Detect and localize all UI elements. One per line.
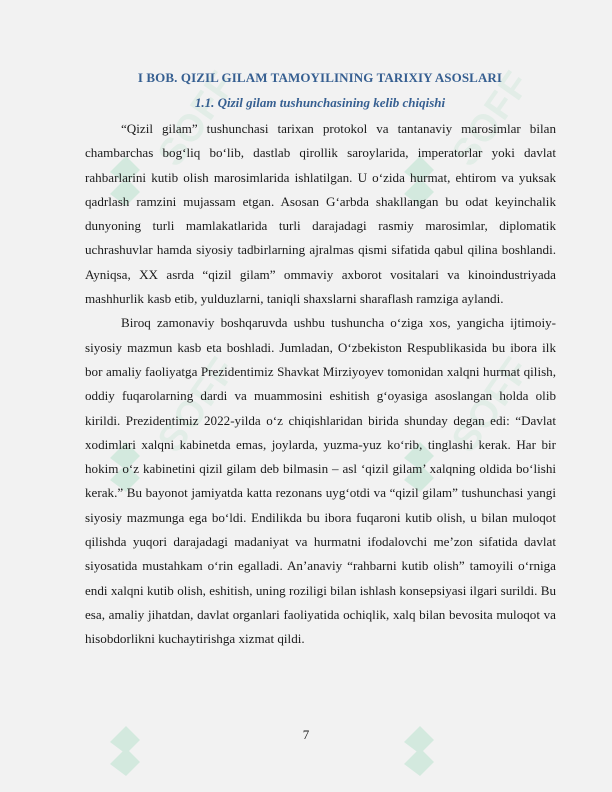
paragraph: Biroq zamonaviy boshqaruvda ushbu tushuncha o‘ziga xos, yangicha ijtimoiy-siyosiy mazmun kasb eta boshladi. Jumladan, O‘zbekiston Respublikasida bu ibora ilk bor amaliy faoliyatga Prezidentimiz Shavkat Mirziyoyev tomonidan xalqni hurmat qilish, oddiy fuqarolarning dardi va muammosini eshitish g‘oyasiga asoslangan holda olib kirildi. Prezidentimiz 2022-yilda o‘z chiqishlaridan birida shunday degan edi: “Davlat xodimlari xalqni kabinetda emas, joylarda, yuzma-yuz ko‘rib, tinglashi kerak. Har bir hokim o‘z kabinetini qizil gilam deb bilmasin – asl ‘qizil gilam’ xalqning oldida bo‘lishi kerak.” Bu bayonot jamiyatda katta rezonans uyg‘otdi va “qizil gilam” tushunchasi yangi siyosiy mazmunga ega bo‘ldi. Endilikda bu ibora fuqaroni kutib olish, u bilan muloqot qilishda yuqori darajadagi madaniyat va hurmatni ifodalovchi me’zon sifatida davlat siyosatida mustahkam o‘rin egalladi. An’anaviy “rahbarni kutib olish” tamoyili o‘rniga endi xalqni kutib olish, eshitish, uning roziligi bilan ishlash konsepsiyasi ilgari surildi. Bu esa, amaliy jihatdan, davlat organlari faoliyatida ochiqlik, xalq bilan bevosita muloqot va hisobdorlikni kuchaytirishga xizmat qildi. [85, 315, 556, 647]
watermark-text: SOFF [444, 349, 539, 461]
chapter-heading: I BOB. QIZIL GILAM TAMOYILINING TARIXIY ASOSLARI [137, 70, 503, 85]
watermark-text: SOFF [150, 63, 245, 175]
section-subheading: 1.1. Qizil gilam tushunchasining kelib chiqishi [194, 95, 446, 110]
body-text [85, 117, 556, 652]
watermark-text: SOFF [444, 63, 539, 175]
watermark-text: SOFF [150, 349, 245, 461]
page-number: 7 [302, 727, 310, 742]
paragraph: “Qizil gilam” tushunchasi tarixan protokol va tantanaviy marosimlar bilan chambarchas bog‘liq bo‘lib, dastlab qirollik saroylarida, imperatorlar yoki davlat rahbarlarini kutib olish marosimlarida ishlatilgan. U o‘zida hurmat, ehtirom va yuksak qadrlash ramzini mujassam etgan. Asosan G‘arbda shakllangan bu odat keyinchalik dunyoning turli mamlakatlarida turli darajadagi rasmiy marosimlar, diplomatik uchrashuvlar hamda siyosiy tadbirlarning ajralmas qismi sifatida qabul qilina boshlandi. Ayniqsa, XX asrda “qizil gilam” ommaviy axborot vositalari va kinoindustriyada mashhurlik kasb etib, yulduzlarni, taniqli shaxslarni sharaflash ramziga aylandi. [85, 121, 556, 307]
